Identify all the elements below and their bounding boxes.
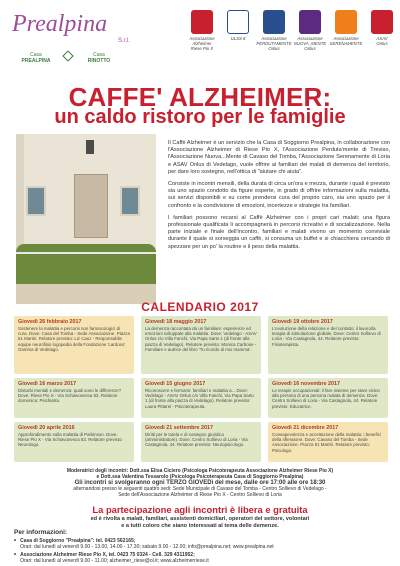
partner-nuovamente — [292, 10, 328, 51]
contact-row — [14, 538, 394, 550]
calendar-column — [268, 316, 388, 466]
contact-row — [14, 552, 394, 564]
calendar-entry — [14, 422, 134, 462]
contact-name: Casa di Soggiorno "Prealpina": tel. 0423 562165; — [20, 538, 136, 544]
serenamente-logo-icon — [335, 10, 357, 34]
brand-logo — [12, 11, 132, 44]
partner-label: Associazione Alzheimer Riese Pio X — [189, 36, 215, 51]
calendar-text: Sostenere la malattia e percorsi non farmacologici di cura. Dove: Casa del Tomba - Sede Associazione. Piazza 51 Martiri. Relatore previsto: Liz Cauz - Responsabile equipe neurofisio logopedia della Fondazione 'Lardoso' Gamma di Vedelago. — [18, 326, 130, 352]
calendar-text: Disturbi mentali e demenza: quali sono le differenze? Dove: Riese Pio X - Via Schiavonesca 53. Relatore domenica: Psichiatra. — [18, 388, 122, 404]
ulss8-logo-icon — [227, 10, 249, 34]
brand-name: Prealpina — [12, 11, 108, 37]
partner-label: Associazione PERDUTAMENTE Onlus — [256, 36, 292, 51]
hedge-shape — [16, 244, 156, 284]
calendar-text: La demenza raccontata da un familiare: esperienze ed emozioni sviluppate alla malattia. Dove: Vedelago - ASAV Onlus c/o Villa Fanchi, Via Papa Sarto 1 (di fronte alla piazza di Vedelago). Relatore previsto: Monica Carbone - Familiare e autrice del libro 'Tu ricordo di mio mamma'. — [145, 326, 257, 352]
intro-paragraph: I familiari possono recarsi al Caffè Alzheimer con i propri cari malati: una figura professionale qualificata li accompagnerà in percorsi ricreativi e di socializzazione. Nella parte iniziale e finale dell'incontro, familiari e malati vivono un momento conviviale durante il quale si sorseggia un caffè, si consuma un buffet e si chiacchiera cercando di spezzare per un po' la routine e il peso della malattia. — [168, 214, 390, 250]
calendar-text: Approfondimento sulla malattia di Parkinson. Dove: Riese Pio X - Via Schiavonesca 53. Relatore previsto: Neurologo. — [18, 432, 123, 448]
calendar-entry — [141, 378, 261, 418]
alzheimer-logo-icon — [191, 10, 213, 34]
page-title: CAFFE' ALZHEIMER: — [68, 82, 332, 112]
locations-line: Sede dell'Associazione Alzheimer di Riese Pio X - Centro Sollievo di Loria — [118, 492, 282, 498]
calendar-entry — [14, 378, 134, 418]
intro-text — [168, 140, 390, 256]
calendar-entry — [268, 422, 388, 462]
moderators-line: e Dott.ssa Valentina Tessarolo (Psicologa Psicoterapeuta Casa di Soggiorno Prealpina) — [96, 474, 304, 480]
partner-asav — [364, 10, 400, 46]
calendar-entry — [268, 378, 388, 418]
partner-label: ASAV Onlus — [376, 36, 388, 46]
intro-paragraph: Consiste in incontri mensili, della durata di circa un'ora e mezza, durante i quali è previsto sia uno spazio condotto da figure esperte, in grado di offrire informazioni sulla malattia, sui servizi disponibili e su come prendersi cura del proprio caro, sia uno spazio per il confronto e la condivisione di emozioni, incertezze e strategie tra familiari. — [168, 181, 390, 209]
calendar-text: Diritti per le tutela e di sostegno giuridico (amministratore). Dove: Centro Sollievo di Loria - Via Castagnola, 44. Relatore previsto: Neuropsicologo. — [145, 432, 248, 448]
window-shape — [120, 186, 140, 216]
partner-ulss8 — [220, 10, 256, 41]
door-shape — [74, 174, 108, 238]
partner-alzheimer — [184, 10, 220, 51]
free-participation-sub — [0, 516, 400, 529]
house-photo — [16, 134, 156, 304]
calendar-date: Giovedì 26 febbraio 2017 — [18, 319, 82, 325]
info-heading: Per informazioni: — [14, 529, 68, 536]
contact-info — [14, 530, 394, 566]
brand-srl: S.r.l. — [118, 38, 131, 44]
calendar-entry — [141, 422, 261, 462]
calendar-entry — [14, 316, 134, 374]
contact-details: Orari: dal lunedì al venerdì 9.00 - 13.00, 14.00 - 17.30; sabato 9.00 - 12.00; info@prealpina.net; www.prealpina.net — [20, 544, 274, 550]
free-sub-line: e a tutti coloro che siano interessati al tema delle demenze. — [121, 522, 279, 529]
intro-paragraph: Il Caffè Alzheimer è un servizio che la Casa di Soggiorno Prealpina, in collaborazione con l'Associazione Alzheimer di Riese Pio X, l'Associazione Perduta'mente di Treviso, l'Associazione Nuova...Mente di Cavaso del Tomba, l'Associazione Serenamente di Loria e ASAV Onlus di Vedelago, vuole offrire ai familiari dei malati di demenza del territorio, per dare loro sostegno, nell'ottica di "aiutare chi aiuta". — [168, 140, 390, 175]
schedule-line: Gli incontri si svolgeranno ogni TERZO GIOVEDì del mese, dalle ore 17:00 alle ore 18:30 — [74, 480, 326, 486]
partner-label: ULSS 8 — [230, 36, 246, 41]
header — [0, 0, 400, 80]
moderators-info — [14, 468, 386, 498]
partner-label: Associazione SERENAMENTE — [329, 36, 363, 46]
nuovamente-logo-icon — [299, 10, 321, 34]
calendar-text: Consapevolezza e accettazione della malattia: i benefici della riflessione. Dove: Cavaso del Tomba - Sede Associazione. Piazza 51 Martiri. Relatore previsto: Psicologo. — [272, 432, 381, 453]
bullet-icon: • — [14, 552, 17, 558]
free-sub-line: ed è rivolta a malati, familiari, assistenti domiciliari, operatori del settore, volontari — [90, 516, 310, 522]
window-shape — [26, 186, 46, 216]
partner-logos — [184, 10, 394, 74]
asav-logo-icon — [371, 10, 393, 34]
partner-serenamente — [328, 10, 364, 46]
calendar-column — [14, 316, 134, 466]
contact-name: Associazione Alzheimer Riese Pio X, tel. 0423 75 0324 - Cell. 329 4311952; — [20, 552, 195, 558]
house-rinotto — [74, 52, 124, 64]
partner-perdutamente — [256, 10, 292, 51]
calendar-grid — [14, 316, 388, 466]
calendar-title: CALENDARIO 2017 — [141, 300, 259, 314]
house-cap: Casa — [30, 52, 42, 58]
lamp-shape — [86, 140, 94, 154]
free-participation-headline: La partecipazione agli incontri è libera e gratuita — [92, 504, 308, 515]
calendar-entry — [141, 316, 261, 374]
calendar-column — [141, 316, 261, 466]
fence-shape — [16, 252, 156, 254]
house-cap: Casa — [93, 52, 105, 58]
calendar-date: Giovedì 15 giugno 2017 — [145, 381, 206, 387]
calendar-date: Giovedì 16 novembre 2017 — [272, 381, 341, 387]
house-name: RINOTTO — [87, 58, 111, 64]
bullet-icon: • — [14, 538, 17, 544]
house-name: PREALPINA — [21, 58, 51, 64]
calendar-date: Giovedì 19 ottobre 2017 — [272, 319, 333, 325]
moderators-line: Moderatrici degli incontri: Dott.ssa Elisa Ciciero (Psicologa Psicoterapeuta Associazione Alzheimer Riese Pio X) — [66, 468, 334, 474]
calendar-date: Giovedì 20 aprile 2016 — [18, 425, 75, 431]
calendar-date: Giovedì 16 marzo 2017 — [18, 381, 77, 387]
contact-details: Orari: dal lunedì al venerdì 9.00 - 11.00; alzheimer_riese@ol.it; www.alzheimerriese.it — [20, 558, 209, 564]
houses — [14, 52, 124, 72]
locations-line: alternandosi presso le seguenti quattro sedi: Sede Municipale di Cavaso del Tomba - Centro Sollievo di Vedelago - — [73, 486, 327, 492]
house-divider-icon — [62, 50, 73, 61]
calendar-text: L'evoluzione della relazione e del contatto: il lavoro/la terapia di stimolazione globale. Dove: Centro Sollievo di Loria - Via Castagnola, 44. Relatore previsto: Fisioterapista. — [272, 326, 381, 347]
calendar-date: Giovedì 21 settembre 2017 — [145, 425, 214, 431]
calendar-date: Giovedì 21 dicembre 2017 — [272, 425, 339, 431]
partner-label: Associazione NUOVA_MENTE Onlus — [293, 36, 327, 51]
page-subtitle: un caldo ristoro per le famiglie — [54, 106, 346, 128]
calendar-text: Riconoscere e fermarsi: familiari e malattia a... Dove: Vedelago - ASAV Onlus c/o Villa Fanchi, Via Papa Sarto 1 (di fronte alla piazza di Vedelago). Relatore previsto: Laura Pittarel - Psicoterapeuta. — [145, 388, 254, 409]
calendar-entry — [268, 316, 388, 374]
calendar-text: Le terapie occupazionali: il fare insieme per stare vicino alla persona di una persona malata di demenza. Dove: Centro Sollievo di Loria - Via Castagnola, 44. Relatore previsto: Educatrice. — [272, 388, 380, 409]
perdutamente-logo-icon — [263, 10, 285, 34]
house-prealpina — [14, 52, 58, 64]
calendar-date: Giovedì 18 maggio 2017 — [145, 319, 207, 325]
